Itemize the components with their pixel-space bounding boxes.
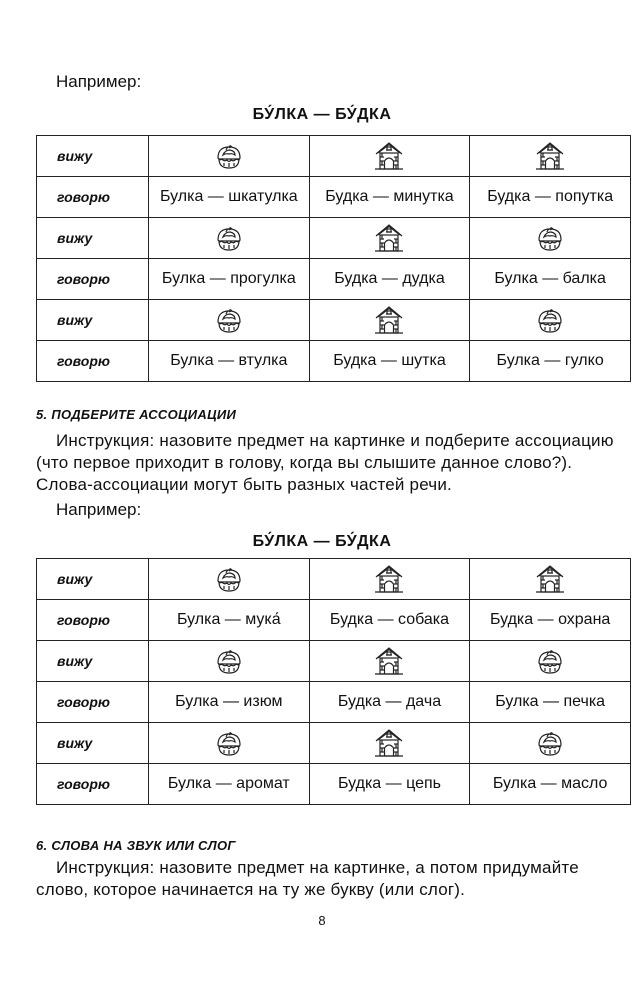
word-pair: Булка — печка: [495, 693, 606, 710]
say-row: [37, 764, 631, 805]
see-row: [37, 641, 631, 682]
row-label: говорю: [37, 682, 149, 723]
row-label: вижу: [37, 136, 149, 177]
say-row: [37, 177, 631, 218]
word-pair: Будка — дудка: [334, 270, 445, 287]
picture-cell: [309, 300, 470, 341]
bun-icon: [212, 221, 246, 255]
word-pair: Булка — изюм: [175, 693, 283, 710]
picture-cell: [470, 641, 631, 682]
word-pair-cell: [149, 259, 310, 300]
doghouse-icon: [372, 562, 406, 596]
word-pair-cell: [309, 764, 470, 805]
word-pair: Будка — дача: [337, 693, 442, 710]
say-row: [37, 259, 631, 300]
picture-cell: [470, 136, 631, 177]
picture-cell: [149, 559, 310, 600]
bun-icon: [212, 644, 246, 678]
table1: [36, 135, 631, 382]
doghouse-icon: [372, 726, 406, 760]
row-label: говорю: [37, 259, 149, 300]
word-pair: Булка — аромат: [167, 775, 290, 792]
row-label: вижу: [37, 559, 149, 600]
see-row: [37, 723, 631, 764]
bun-icon: [533, 221, 567, 255]
word-pair-cell: [309, 177, 470, 218]
picture-cell: [309, 641, 470, 682]
picture-cell: [149, 136, 310, 177]
word-pair: Булка — масло: [492, 775, 608, 792]
row-label: вижу: [37, 641, 149, 682]
doghouse-icon: [372, 139, 406, 173]
bun-icon: [533, 644, 567, 678]
doghouse-icon: [372, 303, 406, 337]
word-pair-cell: [149, 341, 310, 382]
word-pair: Будка — охрана: [489, 611, 611, 628]
picture-cell: [149, 218, 310, 259]
word-pair: Булка — втулка: [170, 352, 288, 369]
say-row: [37, 600, 631, 641]
bun-icon: [212, 303, 246, 337]
picture-cell: [470, 300, 631, 341]
bun-icon: [212, 726, 246, 760]
table2-title: БУ́ЛКА — БУ́ДКА: [252, 533, 392, 550]
word-pair-cell: [149, 600, 310, 641]
doghouse-icon: [533, 139, 567, 173]
row-label: вижу: [37, 723, 149, 764]
word-pair: Булка — шкатулка: [159, 188, 298, 205]
picture-cell: [470, 559, 631, 600]
word-pair-cell: [309, 341, 470, 382]
row-label: говорю: [37, 177, 149, 218]
bun-icon: [533, 726, 567, 760]
picture-cell: [149, 300, 310, 341]
doghouse-icon: [372, 221, 406, 255]
picture-cell: [309, 136, 470, 177]
row-label: вижу: [37, 300, 149, 341]
doghouse-icon: [533, 562, 567, 596]
bun-icon: [212, 562, 246, 596]
see-row: [37, 559, 631, 600]
picture-cell: [309, 723, 470, 764]
word-pair-cell: [309, 682, 470, 723]
bun-icon: [212, 139, 246, 173]
word-pair-cell: [470, 600, 631, 641]
section6-heading: 6. СЛОВА НА ЗВУК ИЛИ СЛОГ: [36, 838, 236, 853]
word-pair-cell: [149, 682, 310, 723]
word-pair-cell: [470, 177, 631, 218]
row-label: говорю: [37, 600, 149, 641]
doghouse-icon: [372, 644, 406, 678]
word-pair-cell: [470, 682, 631, 723]
word-pair-cell: [309, 259, 470, 300]
bun-icon: [533, 303, 567, 337]
picture-cell: [470, 723, 631, 764]
picture-cell: [309, 559, 470, 600]
picture-cell: [470, 218, 631, 259]
say-row: [37, 341, 631, 382]
section5-heading: 5. ПОДБЕРИТЕ АССОЦИАЦИИ: [36, 407, 237, 422]
section5-instruction: Инструкция: назовите предмет на картинке и подберите ассоциацию (что первое приходит в голову, когда вы слышите данное слово?). Слова-ассоциации могут быть разных частей речи.: [36, 431, 614, 494]
table2: [36, 558, 631, 805]
word-pair: Булка — балка: [494, 270, 606, 287]
word-pair-cell: [470, 259, 631, 300]
word-pair: Булка — прогулка: [161, 270, 296, 287]
say-row: [37, 682, 631, 723]
example-label-1: Например:: [56, 72, 142, 91]
word-pair-cell: [309, 600, 470, 641]
word-pair-cell: [470, 341, 631, 382]
see-row: [37, 136, 631, 177]
page-number: 8: [318, 913, 326, 928]
word-pair: Булка — гулко: [496, 352, 604, 369]
word-pair-cell: [149, 177, 310, 218]
word-pair-cell: [470, 764, 631, 805]
word-pair: Будка — собака: [329, 611, 450, 628]
row-label: вижу: [37, 218, 149, 259]
word-pair: Будка — минутка: [325, 188, 454, 205]
example-label-2: Например:: [56, 500, 142, 519]
word-pair: Будка — цепь: [337, 775, 441, 792]
picture-cell: [309, 218, 470, 259]
word-pair: Будка — шутка: [333, 352, 446, 369]
picture-cell: [149, 723, 310, 764]
table1-title: БУ́ЛКА — БУ́ДКА: [252, 106, 392, 123]
picture-cell: [149, 641, 310, 682]
row-label: говорю: [37, 341, 149, 382]
section6-instruction: Инструкция: назовите предмет на картинке, а потом придумайте слово, которое начинается на ту же букву (или слог).: [36, 858, 579, 899]
see-row: [37, 300, 631, 341]
see-row: [37, 218, 631, 259]
word-pair: Булка — мука́: [176, 611, 281, 628]
word-pair-cell: [149, 764, 310, 805]
row-label: говорю: [37, 764, 149, 805]
word-pair: Будка — попутка: [487, 188, 614, 205]
